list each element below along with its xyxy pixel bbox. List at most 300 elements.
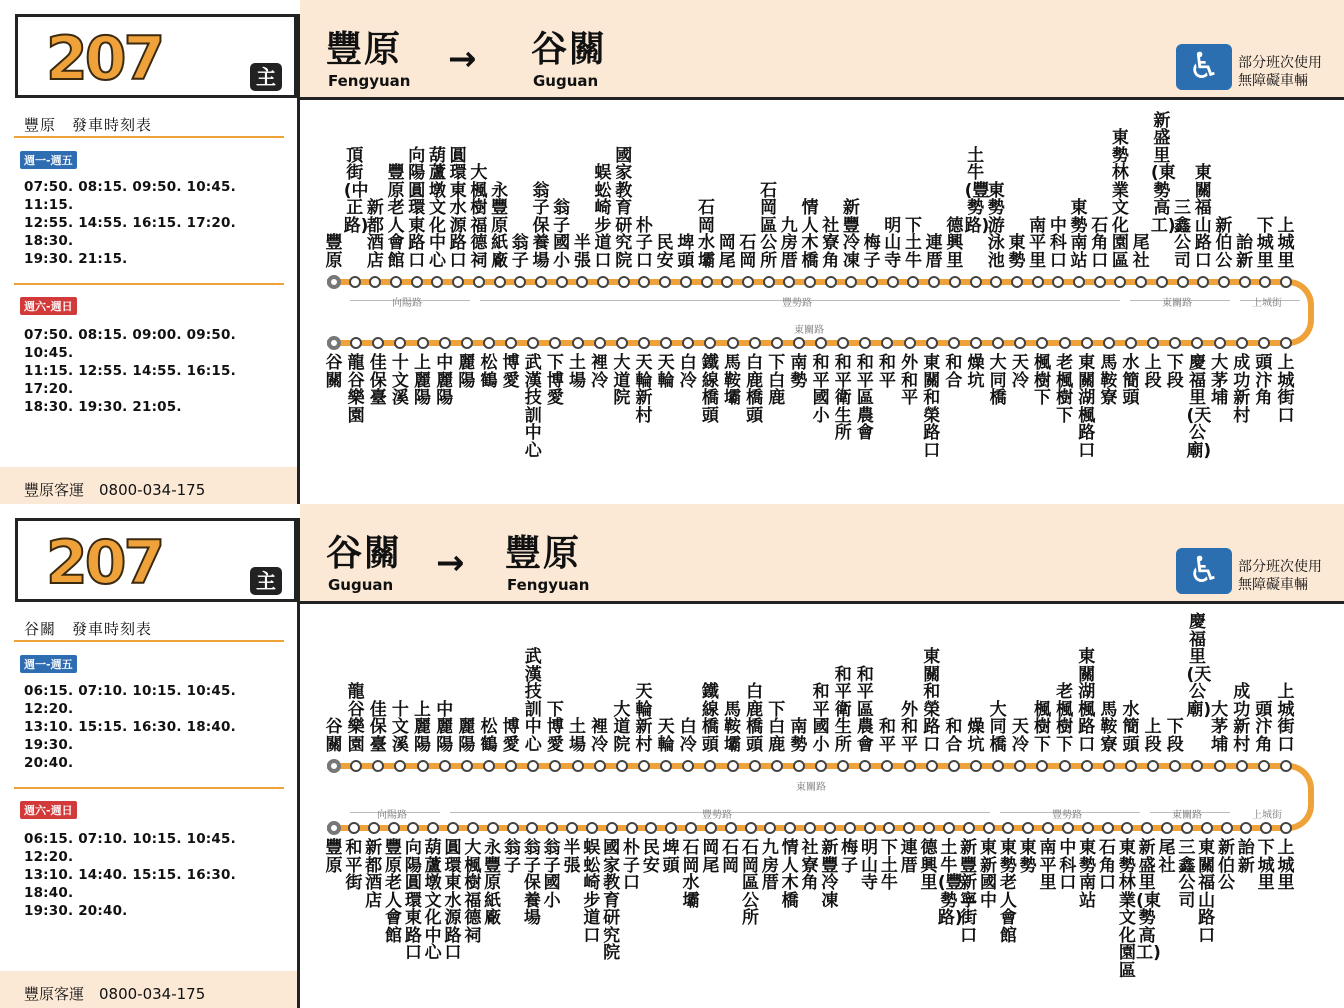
stop-label: 東勢林業文化園區 [1118,838,1136,981]
stop-label: 和平國小 [812,353,830,426]
stop-marker [749,337,761,349]
stop-label: 頂街(中正路) [343,145,369,236]
stop-marker [883,822,895,834]
stop-label: 裡冷 [591,353,609,391]
destination-name-zh: 谷關 [531,29,608,70]
stop-label: 土牛(豐勢路) [937,838,963,928]
stop-marker [1141,822,1153,834]
stop-marker [1280,822,1292,834]
stop-marker [1239,276,1251,288]
stop-label: 土場 [569,717,587,755]
stop-label: 東勢南站 [1079,838,1097,911]
stop-marker [804,276,816,288]
stop-label: 楓樹下 [1033,353,1051,408]
stop-label: 水簡頭 [1122,699,1140,755]
weekend-tag: 週六-週日 [20,297,77,315]
stop-marker [546,822,558,834]
stop-label: 下土牛 [880,838,898,893]
stop-marker [907,276,919,288]
stop-label: 鐵線橋頭 [701,682,719,755]
stop-marker [350,337,362,349]
stop-marker [618,276,630,288]
route-number-box [15,14,297,98]
stop-marker [1103,760,1115,772]
timetable-sidebar [0,604,297,1008]
stop-label: 石岡水壩 [682,838,700,911]
stop-marker [837,337,849,349]
stop-label: 圓環東水源路口 [449,145,467,271]
stop-label: 圓環東水源路口 [444,838,462,963]
stop-label: 新豐冷凍 [842,198,860,271]
stop-marker [793,337,805,349]
stop-marker [645,822,657,834]
stop-label: 東關湖楓路口 [1078,647,1096,755]
stop-label: 頭汴角 [1255,353,1273,408]
timetable-sidebar [0,100,297,504]
stop-label: 上城里 [1277,838,1295,893]
stop-marker [487,822,499,834]
stop-marker [1177,276,1189,288]
stop-marker [1161,822,1173,834]
stop-label: 天冷 [1011,353,1029,391]
stop-label: 龍谷樂園 [347,682,365,755]
stop-marker [1236,760,1248,772]
stop-marker [527,760,539,772]
stop-label: 新盛里(東勢高工) [1150,110,1176,236]
stop-label: 東勢 [1008,233,1026,271]
stop-marker [417,760,429,772]
stop-label: 和平 [878,717,896,755]
stop-marker [461,760,473,772]
stop-label: 東勢 [1019,838,1037,876]
header-divider [300,601,1344,604]
stop-marker [815,337,827,349]
stop-marker [1218,276,1230,288]
stop-label: 土場 [569,353,587,391]
stop-label: 社寮角 [822,215,840,271]
stop-marker [1011,276,1023,288]
stop-label: 松鶴 [480,353,498,391]
stop-marker [704,760,716,772]
stop-label: 岡尾 [702,838,720,876]
stop-label: 博愛 [502,717,520,755]
stop-label: 東關和榮路口 [923,647,941,755]
stop-label: 和平衛生所 [834,353,852,443]
stop-label: 大茅埔 [1211,699,1229,755]
stop-marker [388,822,400,834]
stop-marker [1121,822,1133,834]
stop-marker [923,822,935,834]
stop-marker [507,822,519,834]
stop-marker [1036,337,1048,349]
stop-marker [783,276,795,288]
stop-label: 岡尾 [718,233,736,271]
stop-label: 下城里 [1256,215,1274,271]
stop-label: 下土牛 [904,215,922,271]
stop-marker [514,276,526,288]
stop-label: 慶福里(天公廟) [1186,353,1212,461]
stop-label: 翁子國小 [543,838,561,911]
stop-marker [963,822,975,834]
stop-label: 葫蘆墩文化中心 [424,838,442,963]
stop-marker [1114,276,1126,288]
stop-label: 老楓樹下 [1056,682,1074,755]
stop-marker [1169,337,1181,349]
stop-marker [1214,760,1226,772]
timetable-title: 谷關 發車時刻表 [24,620,153,638]
stop-marker [949,276,961,288]
stop-label: 尾社 [1132,233,1150,271]
stop-marker [327,821,341,835]
stop-label: 朴子口 [635,215,653,271]
stop-marker [763,276,775,288]
origin-name-zh: 豐原 [326,29,403,70]
stop-marker [721,276,733,288]
stop-label: 大道院 [613,699,631,755]
stop-label: 土牛(豐勢路) [964,145,990,236]
stop-label: 天冷 [1011,717,1029,755]
stop-label: 新都酒店 [365,838,383,911]
stop-label: 詒新 [1237,838,1255,876]
stop-label: 石岡區公所 [760,180,778,271]
stop-marker [473,276,485,288]
operator-contact: 豐原客運 0800-034-175 [24,481,206,499]
stop-marker [1201,822,1213,834]
stop-marker [903,822,915,834]
stop-label: 三鑫公司 [1178,838,1196,911]
stop-marker [1280,337,1292,349]
stop-label: 德興里 [920,838,938,893]
stop-label: 十文溪 [391,353,409,408]
stop-label: 國家教育研究院 [615,145,633,271]
stop-marker [837,760,849,772]
stop-marker [1240,822,1252,834]
stop-marker [626,822,638,834]
road-label: 豐勢路 [1052,810,1082,821]
stop-label: 新豐冷凍 [821,838,839,911]
route-number: 207 [46,528,163,598]
stop-marker [427,822,439,834]
stop-label: 上城里 [1277,215,1295,271]
stop-label: 馬鞍寮 [1100,353,1118,408]
stop-label: 下白鹿 [768,353,786,408]
accessibility-note: 部分班次使用 無障礙車輛 [1238,559,1322,593]
stop-label: 白冷 [679,353,697,391]
road-label: 豐勢路 [702,810,732,821]
stop-marker [372,760,384,772]
stop-label: 明山寺 [884,215,902,271]
stop-marker [864,822,876,834]
stop-label: 國家教育研究院 [603,838,621,963]
stop-label: 武漢技訓中心 [524,353,542,461]
stop-marker [368,822,380,834]
stop-label: 下段 [1166,717,1184,755]
stop-label: 上麗陽 [414,353,432,408]
weekend-tag: 週六-週日 [20,801,77,819]
stop-marker [327,336,341,350]
stop-marker [680,276,692,288]
stop-label: 楓樹下 [1033,699,1051,755]
weekday-tag: 週一-週五 [20,151,77,169]
weekday-times: 06:15. 07:10. 10:15. 10:45. 12:20. 13:10. 15:15. 16:30. 18:40. 19:30. 20:40. [24,683,236,771]
stop-marker [1073,276,1085,288]
stop-label: 向陽圓環東路口 [408,145,426,271]
stop-label: 燥坑 [967,717,985,755]
stop-label: 馬鞍壩 [724,699,741,755]
stop-label: 蜈蚣崎步道口 [594,163,612,271]
stop-label: 中科口 [1049,215,1067,271]
stop-label: 詒新 [1236,233,1254,271]
stop-marker [1135,276,1147,288]
stop-label: 天輪 [657,353,675,391]
stop-marker [606,822,618,834]
stop-marker [1260,822,1272,834]
road-label: 向陽路 [377,810,407,821]
stop-label: 東關和榮路口 [923,353,941,461]
timetable-title: 豐原 發車時刻表 [24,116,153,134]
stop-label: 下白鹿 [768,699,786,755]
stop-label: 博愛 [502,353,520,391]
stop-label: 三鑫公司 [1174,198,1192,271]
stop-label: 裡冷 [591,717,609,755]
main-route-badge: 主 [250,63,282,91]
stop-marker [1280,276,1292,288]
stop-marker [881,760,893,772]
destination-name-en: Guguan [533,72,599,90]
stop-label: 豐原 [325,233,343,271]
stop-label: 九房厝 [780,215,798,271]
stop-label: 和平街 [345,838,363,893]
stop-label: 和平國小 [812,682,830,755]
stop-marker [394,760,406,772]
direction-arrow: → [436,543,465,583]
stop-label: 東關福山路口 [1198,838,1216,946]
stop-marker [1052,276,1064,288]
stop-marker [467,822,479,834]
stop-marker [1036,760,1048,772]
stop-label: 石岡 [739,233,757,271]
stop-label: 新伯公 [1215,215,1233,271]
stop-label: 半張 [573,233,591,271]
stop-marker [494,276,506,288]
timetable-rule [14,283,284,285]
road-label: 向陽路 [392,298,422,309]
origin-name-en: Fengyuan [328,72,411,90]
stop-marker [701,276,713,288]
stop-marker [948,337,960,349]
stop-marker [1103,337,1115,349]
stop-marker [704,337,716,349]
stop-marker [452,276,464,288]
stop-marker [825,276,837,288]
stop-label: 翁子 [504,838,521,876]
stop-marker [439,337,451,349]
stop-marker [824,822,836,834]
stop-label: 和合 [945,353,963,391]
stop-label: 梅子 [863,233,881,271]
stop-label: 石角口 [1091,215,1109,271]
stop-label: 頭汴角 [1255,699,1273,755]
stop-marker [372,337,384,349]
stop-label: 馬鞍寮 [1100,699,1118,755]
stop-label: 東勢南站 [1070,198,1088,271]
stop-marker [327,759,341,773]
stop-marker [1221,822,1233,834]
road-label: 東關路 [1172,810,1202,821]
stop-marker [793,760,805,772]
stop-label: 社寮角 [801,838,819,893]
weekend-times: 07:50. 08:15. 09:00. 09:50. 10:45. 11:15. 12:55. 14:55. 16:15. 17:20. 18:30. 19:30. 21:05. [24,327,236,415]
stop-label: 東關湖楓路口 [1078,353,1096,461]
stop-marker [586,822,598,834]
stop-label: 梅子 [841,838,859,876]
stop-label: 新伯公 [1218,838,1235,893]
stop-label: 白冷 [679,717,697,755]
stop-label: 武漢技訓中心 [524,647,542,755]
stop-label: 下博愛 [546,699,564,755]
operator-footer [0,971,297,1008]
stop-label: 民安 [642,838,660,876]
stop-marker [549,760,561,772]
stop-marker [771,337,783,349]
stop-label: 石岡 [722,838,740,876]
stop-label: 新都酒店 [366,198,384,271]
stop-marker [904,337,916,349]
operator-contact: 豐原客運 0800-034-175 [24,985,206,1003]
stop-label: 外和平 [901,699,919,755]
stop-marker [725,822,737,834]
stop-label: 下段 [1166,353,1184,391]
stop-label: 情人木橋 [801,198,819,271]
road-label: 豐勢路 [782,298,812,309]
stop-marker [1014,337,1026,349]
stop-marker [556,276,568,288]
stop-label: 情人木橋 [781,838,799,911]
stop-marker [527,337,539,349]
stop-label: 上麗陽 [414,699,432,755]
stop-marker [859,337,871,349]
stop-marker [483,760,495,772]
stop-label: 大茅埔 [1211,353,1229,408]
stop-marker [904,760,916,772]
destination-name-zh: 豐原 [505,533,582,574]
stop-marker [844,822,856,834]
stop-label: 上段 [1144,717,1162,755]
stop-marker [431,276,443,288]
stop-marker [1169,760,1181,772]
stop-marker [659,276,671,288]
stop-label: 龍谷樂園 [347,353,365,426]
stop-marker [660,760,672,772]
stop-label: 石岡水壩 [698,198,716,271]
stop-marker [866,276,878,288]
origin-name-en: Guguan [328,576,394,594]
stop-marker [943,822,955,834]
stop-marker [597,276,609,288]
stop-label: 東關福山路口 [1194,163,1212,271]
stop-label: 天輪 [657,717,675,755]
stop-label: 佳保臺 [369,353,387,408]
stop-label: 東新國中 [980,838,997,911]
stop-marker [742,276,754,288]
stop-label: 連厝 [900,838,918,876]
stop-label: 慶福里(天公廟) [1186,612,1212,720]
stop-label: 豐原老人會館 [385,838,402,946]
weekend-times: 06:15. 07:10. 10:15. 10:45. 12:20. 13:10. 14:40. 15:15. 16:30. 18:40. 19:30. 20:40. [24,831,236,919]
destination-name-en: Fengyuan [507,576,590,594]
stop-label: 朴子口 [623,838,640,893]
stop-marker [983,822,995,834]
direction-arrow: → [448,39,477,79]
stop-label: 尾社 [1158,838,1176,876]
header-divider [300,97,1344,100]
road-label: 東關路 [796,782,826,793]
operator-footer [0,467,297,504]
stop-marker [1258,760,1270,772]
stop-marker [638,337,650,349]
stop-marker [1059,337,1071,349]
stop-label: 老楓樹下 [1056,353,1074,426]
stop-marker [1258,337,1270,349]
stop-label: 石角口 [1099,838,1116,893]
timetable-rule [14,787,284,789]
accessibility-note: 部分班次使用 無障礙車輛 [1238,55,1322,89]
route-number: 207 [46,24,163,94]
stop-marker [616,760,628,772]
stop-label: 向陽圓環東路口 [404,838,422,963]
weekday-times: 07:50. 08:15. 09:50. 10:45. 11:15. 12:55. 14:55. 16:15. 17:20. 18:30. 19:30. 21:15. [24,179,236,267]
stop-label: 石岡區公所 [742,838,759,928]
stop-label: 永豐原紙廠 [484,838,502,928]
sidebar-divider [297,14,300,504]
stop-marker [1125,337,1137,349]
stop-label: 馬鞍壩 [724,353,741,408]
stop-label: 和平區農會 [856,664,874,755]
stop-label: 新盛里(東勢高工) [1136,838,1161,963]
stop-marker [327,275,341,289]
route-panel-guguan-to-fengyuan [0,504,1344,1008]
stop-label: 下城里 [1257,838,1275,893]
stop-marker [1280,760,1292,772]
stop-marker [845,276,857,288]
stop-marker [505,337,517,349]
stop-label: 谷關 [325,353,343,391]
stop-marker [1081,337,1093,349]
stop-label: 翁子保養場 [532,180,550,271]
stop-label: 和平衛生所 [834,664,852,755]
road-label: 上城街 [1252,810,1282,821]
stop-label: 中科口 [1059,838,1077,893]
stop-label: 埤頭 [662,838,680,876]
stop-label: 東勢老人會館 [999,838,1017,946]
stop-label: 天輪新村 [635,353,653,426]
stop-marker [926,760,938,772]
stop-marker [928,276,940,288]
stop-label: 白鹿橋頭 [746,682,764,755]
stop-marker [990,276,1002,288]
stop-marker [992,760,1004,772]
stop-marker [1147,337,1159,349]
stop-label: 德興里 [946,215,964,271]
stop-marker [926,337,938,349]
stop-label: 外和平 [901,353,919,408]
stop-label: 成功新村 [1233,353,1251,426]
stop-marker [1181,822,1193,834]
stop-label: 上段 [1144,353,1162,391]
stop-label: 蜈蚣崎步道口 [583,838,601,946]
stop-label: 和平 [878,353,896,391]
stop-marker [1147,760,1159,772]
